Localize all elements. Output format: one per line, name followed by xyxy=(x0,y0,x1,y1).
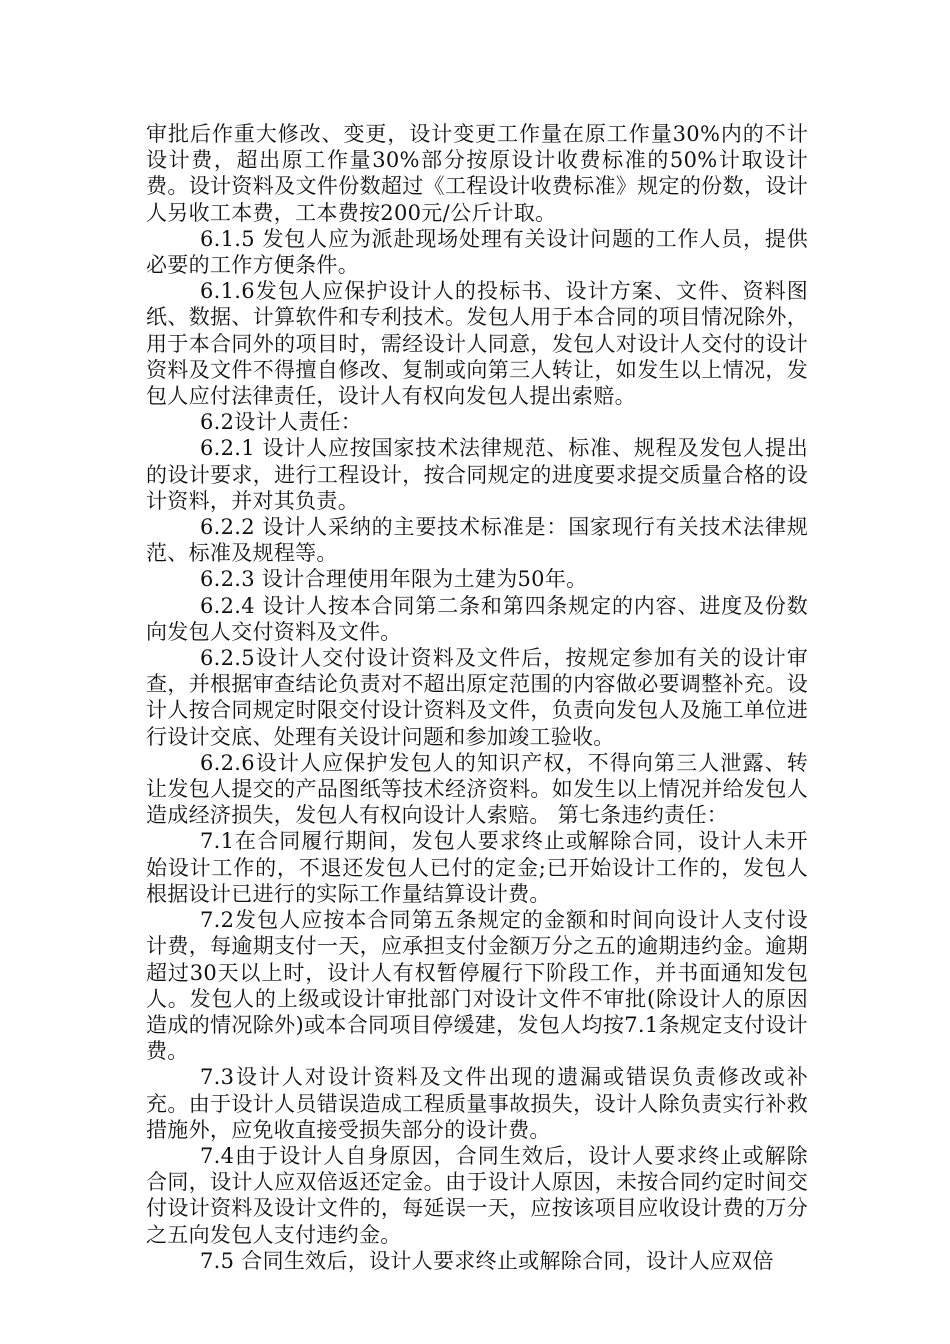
paragraph-6-1-5: 6.1.5 发包人应为派赴现场处理有关设计问题的工作人员，提供必要的工作方便条件。 xyxy=(146,226,808,278)
paragraph-7-5: 7.5 合同生效后，设计人要求终止或解除合同，设计人应双倍 xyxy=(200,1248,774,1273)
paragraph-6-2-1: 6.2.1 设计人应按国家技术法律规范、标准、规程及发包人提出的设计要求，进行工程设计，按合同规定的进度要求提交质量合格的设计资料，并对其负责。 xyxy=(146,436,808,513)
paragraph-7-4: 7.4由于设计人自身原因，合同生效后，设计人要求终止或解除合同，设计人应双倍返还定金。由于设计人原因，未按合同约定时间交付设计资料及设计文件的，每延误一天，应按该项目应收设计费的万分之五向发包人支付违约金。 xyxy=(146,1143,808,1247)
paragraph-6-2-2: 6.2.2 设计人采纳的主要技术标准是：国家现行有关技术法律规范、标准及规程等。 xyxy=(146,515,808,566)
paragraph-6-2-3: 6.2.3 设计合理使用年限为土建为50年。 xyxy=(200,567,588,592)
paragraph-6-1-6: 6.1.6发包人应保护设计人的投标书、设计方案、文件、资料图纸、数据、计算软件和专利技术。发包人用于本合同的项目情况除外，用于本合同外的项目时，需经设计人同意，发包人对设计人交付的设计资料及文件不得擅自修改、复制或向第三人转让，如发生以上情况，发包人应付法律责任，设计人有权向发包人提出索赔。 xyxy=(146,279,808,409)
paragraph-6-2-4: 6.2.4 设计人按本合同第二条和第四条规定的内容、进度及份数向发包人交付资料及文件。 xyxy=(146,593,808,644)
paragraph-7-1: 7.1在合同履行期间，发包人要求终止或解除合同，设计人未开始设计工作的，不退还发包人已付的定金;已开始设计工作的，发包人根据设计已进行的实际工作量结算设计费。 xyxy=(146,829,808,906)
paragraph-7-2: 7.2发包人应按本合同第五条规定的金额和时间向设计人支付设计费，每逾期支付一天，应承担支付金额万分之五的逾期违约金。逾期超过30天以上时，设计人有权暂停履行下阶段工作，并书面通知发包人。发包人的上级或设计审批部门对设计文件不审批(除设计人的原因造成的情况除外)或本合同项目停缓建，发包人均按7.1条规定支付设计费。 xyxy=(146,908,808,1064)
contract-body xyxy=(146,121,808,1274)
paragraph-7-3: 7.3设计人对设计资料及文件出现的遗漏或错误负责修改或补充。由于设计人员错误造成工程质量事故损失，设计人除负责实行补救措施外，应免收直接受损失部分的设计费。 xyxy=(146,1065,808,1142)
paragraph-6-2-heading: 6.2设计人责任： xyxy=(200,410,363,435)
paragraph-6-2-6: 6.2.6设计人应保护发包人的知识产权，不得向第三人泄露、转让发包人提交的产品图纸等技术经济资料。如发生以上情况并给发包人造成经济损失，发包人有权向设计人索赔。 第七条违约责任： xyxy=(146,750,808,828)
paragraph-fee-adjustment: 审批后作重大修改、变更，设计变更工作量在原工作量30%内的不计设计费，超出原工作量30%部分按原设计收费标准的50%计取设计费。设计资料及文件份数超过《工程设计收费标准》规定的份数，设计人另收工本费，工本费按200元/公斤计取。 xyxy=(146,122,808,225)
paragraph-6-2-5: 6.2.5设计人交付设计资料及文件后，按规定参加有关的设计审查，并根据审查结论负责对不超出原定范围的内容做必要调整补充。设计人按合同规定时限交付设计资料及文件，负责向发包人及施工单位进行设计交底、处理有关设计问题和参加竣工验收。 xyxy=(146,646,808,749)
